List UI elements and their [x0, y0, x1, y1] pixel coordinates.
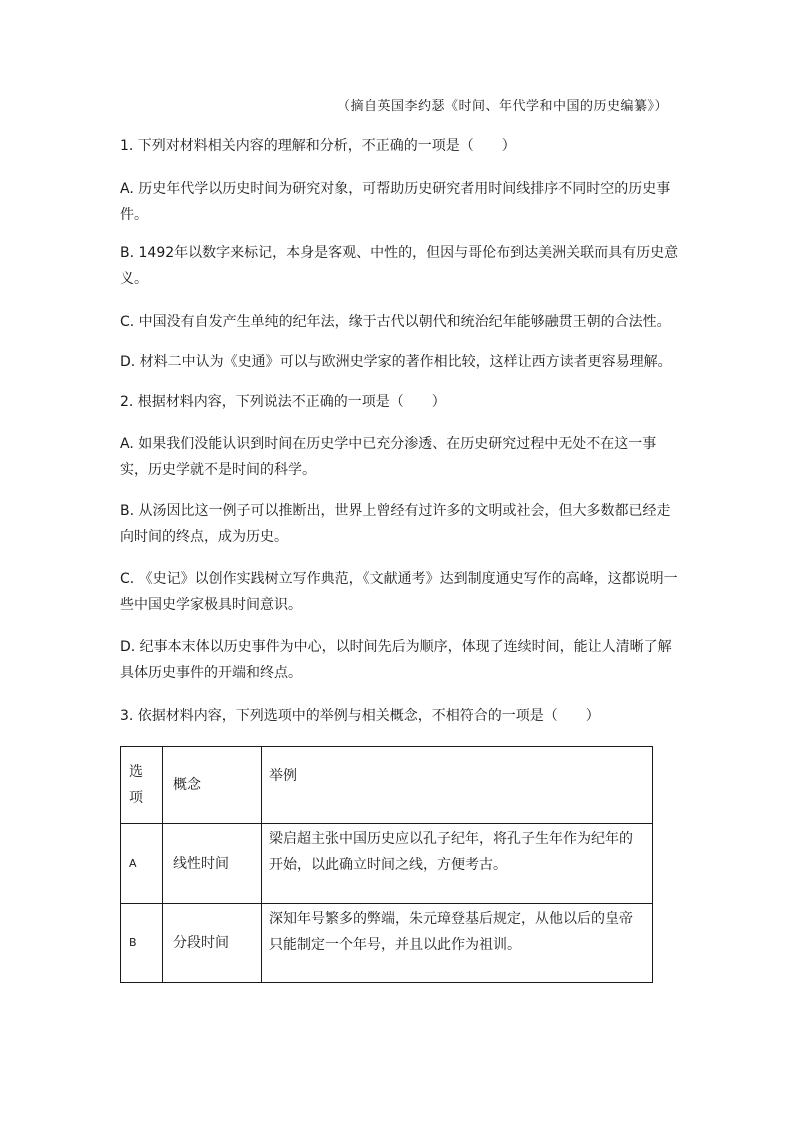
header-concept-cell	[163, 747, 262, 824]
row-example: 深知年号繁多的弊端，朱元璋登基后规定，从他以后的皇帝只能制定一个年号，并且以此作为祖训。	[269, 911, 633, 953]
question-1-option-c	[120, 309, 680, 335]
option-cell	[121, 824, 163, 904]
question-1-option-b	[120, 240, 680, 292]
header-option: 选项	[129, 764, 143, 806]
question-1	[120, 133, 680, 159]
example-cell	[262, 824, 653, 904]
table-row	[121, 824, 653, 904]
option-text: C. 《史记》以创作实践树立写作典范，《文献通考》达到制度通史写作的高峰，这都说明一些中国史学家极具时间意识。	[120, 571, 678, 613]
options-table	[120, 746, 653, 983]
concept-cell	[163, 824, 262, 904]
row-concept: 线性时间	[173, 855, 229, 872]
question-1-option-a	[120, 176, 680, 228]
concept-cell	[163, 904, 262, 983]
question-2-option-c	[120, 566, 680, 618]
option-text: B. 从汤因比这一例子可以推断出，世界上曾经有过许多的文明或社会，但大多数都已经走向时间的终点，成为历史。	[120, 503, 671, 545]
header-example: 举例	[269, 768, 297, 784]
option-text: D. 材料二中认为《史通》可以与欧洲史学家的著作相比较，这样让西方读者更容易理解。	[120, 354, 672, 370]
option-text: A. 历史年代学以历史时间为研究对象，可帮助历史研究者用时间线排序不同时空的历史事件。	[120, 181, 671, 223]
header-option-cell	[121, 747, 163, 824]
option-text: A. 如果我们没能认识到时间在历史学中已充分渗透、在历史研究过程中无处不在这一事实，历史学就不是时间的科学。	[120, 436, 657, 478]
row-option: B	[129, 936, 137, 949]
option-text: D. 纪事本末体以历史事件为中心，以时间先后为顺序，体现了连续时间，能让人清晰了解具体历史事件的开端和终点。	[120, 639, 672, 681]
question-1-stem: 1. 下列对材料相关内容的理解和分析，不正确的一项是（ ）	[120, 138, 516, 154]
table-header-row	[121, 747, 653, 824]
question-2-option-a	[120, 431, 680, 483]
option-text: B. 1492年以数字来标记，本身是客观、中性的，但因与哥伦布到达美洲关联而具有历史意义。	[120, 245, 679, 287]
question-2-option-b	[120, 498, 680, 550]
example-cell	[262, 904, 653, 983]
table-row	[121, 904, 653, 983]
option-cell	[121, 904, 163, 983]
option-text: C. 中国没有自发产生单纯的纪年法，缘于古代以朝代和统治纪年能够融贯王朝的合法性。	[120, 314, 671, 330]
question-2	[120, 389, 680, 415]
row-concept: 分段时间	[173, 935, 229, 951]
question-2-stem: 2. 根据材料内容，下列说法不正确的一项是（ ）	[120, 394, 446, 410]
header-example-cell	[262, 747, 653, 824]
header-concept: 概念	[173, 777, 201, 793]
question-3	[120, 703, 680, 729]
source-citation: （摘自英国李约瑟《时间、年代学和中国的历史编纂》）	[336, 99, 668, 114]
question-1-option-d	[120, 349, 680, 375]
row-example: 梁启超主张中国历史应以孔子纪年，将孔子生年作为纪年的开始，以此确立时间之线，方便考古。	[269, 831, 633, 873]
question-2-option-d	[120, 634, 680, 686]
row-option: A	[129, 856, 137, 870]
question-3-stem: 3. 依据材料内容，下列选项中的举例与相关概念，不相符合的一项是（ ）	[120, 708, 600, 724]
